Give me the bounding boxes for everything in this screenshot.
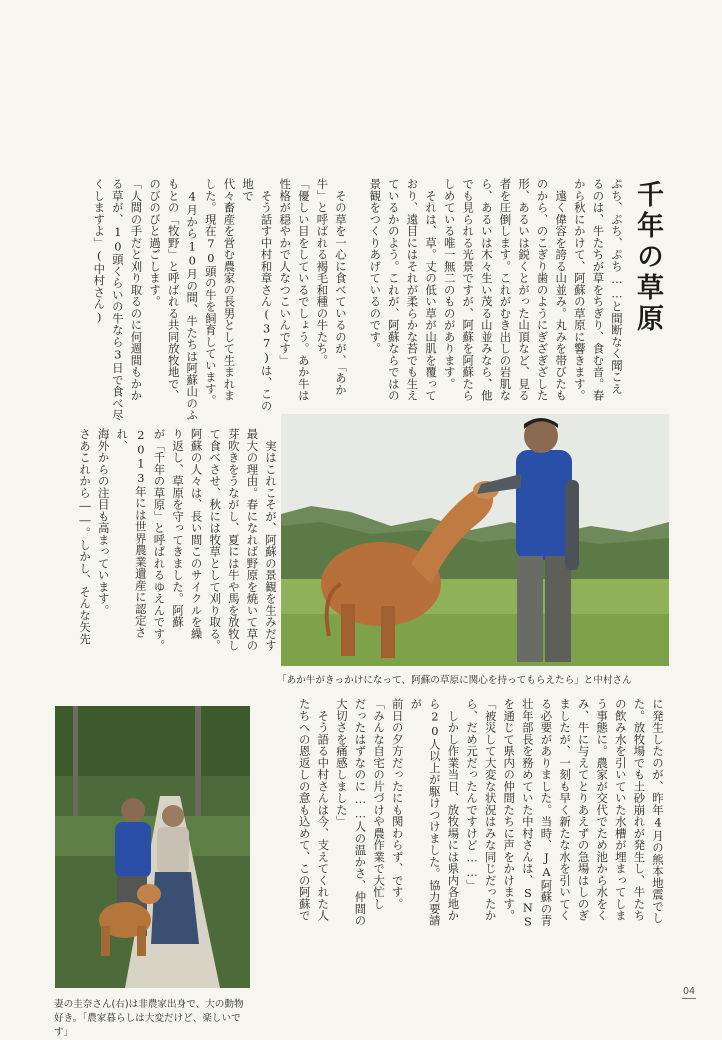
body-text-block-earthquake: に発生したのが、昨年4月の熊本地震でし た。放牧場でも土砂崩れが発生し、牛たち の飲み水を引いていた水槽が埋まってしま う事態に。農家が交代でため池から水をく み、牛に与えてとりあえずの急場はしのぎ ましたが、一刻も早く新たな水を引いてく る必要がありました。当時、JA阿蘇の青 壮年部長を務めていた中村さんは、SNS を通じて県内の仲間たちに声をかけます。 「被災して大変な状況はみな同じだったか ら、だめ元だったんですけど……」 しかし作業当日、放牧場には県内各地か ら20人以上が駆けつけました。協力要請が 前日の夕方だったにも関わらず、です。 「みんな自宅の片づけや農作業で大忙し だったはずなのに……人の温かさ、仲間の 大切さを痛感しました」 そう語る中村さんは今、支えてくれた人 たちへの恩返しの意も込めて、この阿蘇で <box>297 698 665 930</box>
photo-caption-couple-line-2: 好き。「農家暮らしは大変だけど、楽しいです」 <box>54 1013 241 1038</box>
photo-caption-couple <box>54 998 254 1040</box>
photo-couple-with-dog <box>55 706 250 988</box>
photo-caption-cow: 「あか牛がきっかけになって、阿蘇の草原に関心を持ってもらえたら」と中村さん <box>277 675 632 686</box>
page-number-underline <box>682 998 696 999</box>
page-number: 04 <box>683 986 696 997</box>
body-text-block-akaushi: その草を一心に食べているのが、「あか 牛」と呼ばれる褐毛和種の牛たち。 「優しい目をしているでしょう。あか牛は 性格が穏やかで人なつこいんです」 そう話す中村和章さん(37)は、この地で 代々畜産を営む農家の長男として生まれま した。現在70頭の牛を飼育しています。 4月から10月の間、牛たちは阿蘇山のふ もとの「牧野」と呼ばれる共同放牧地で、 のびのびと過ごします。 「人間の手だと刈り取るのに何週間もかか る草が、10頭くらいの牛なら3日で食べ尽 くしますよ」(中村さん) <box>92 178 348 421</box>
article-title: 千年の草原 <box>632 180 663 335</box>
photo-farmer-with-cow-drawing <box>281 414 669 666</box>
photo-caption-couple-line-1: 妻の圭奈さん(右)は非農家出身で、大の動物 <box>54 999 244 1010</box>
photo-couple-with-dog-drawing <box>55 706 250 988</box>
photo-farmer-with-cow <box>281 414 669 666</box>
body-text-block-intro: ぷち、ぷち、ぷち……と間断なく聞こえ るのは、牛たちが草をちぎり、食む音。春 から秋にかけて、阿蘇の草原に響きます。 遠く偉容を誇る山並み。丸みを帯びたも のから、のこぎり歯のようにぎざぎざした 形、あるいは鋭くとがった山頂など、見る 者を圧倒します。これがむき出しの岩肌な ら、あるいは木々生い茂る山並みなら、他 でも見られる光景ですが、阿蘇を阿蘇たら しめている唯一無二のものがあります。 それは、草。丈の低い草が山肌を覆って おり、遠目にはそれが柔らかな苔でも生え ているかのよう。これが、阿蘇ならではの 景観をつくりあげているのです。 <box>368 178 624 402</box>
body-text-block-landscape: 実はこれこそが、阿蘇の景観を生みだす 最大の理由。春になれば野原を焼いて草の 芽吹きをうながし、夏には牛や馬を放牧し て食べさせ、秋には牧草として刈り取る。 阿蘇の人々は、長い間このサイクルを繰 り返し、草原を守ってきました。阿蘇 が「千年の草原」と呼ばれるゆえんです。 2013年には世界農業遺産に認定され、 海外からの注目も高まっています。 さあこれから――。しかし、そんな矢先 <box>78 428 278 652</box>
